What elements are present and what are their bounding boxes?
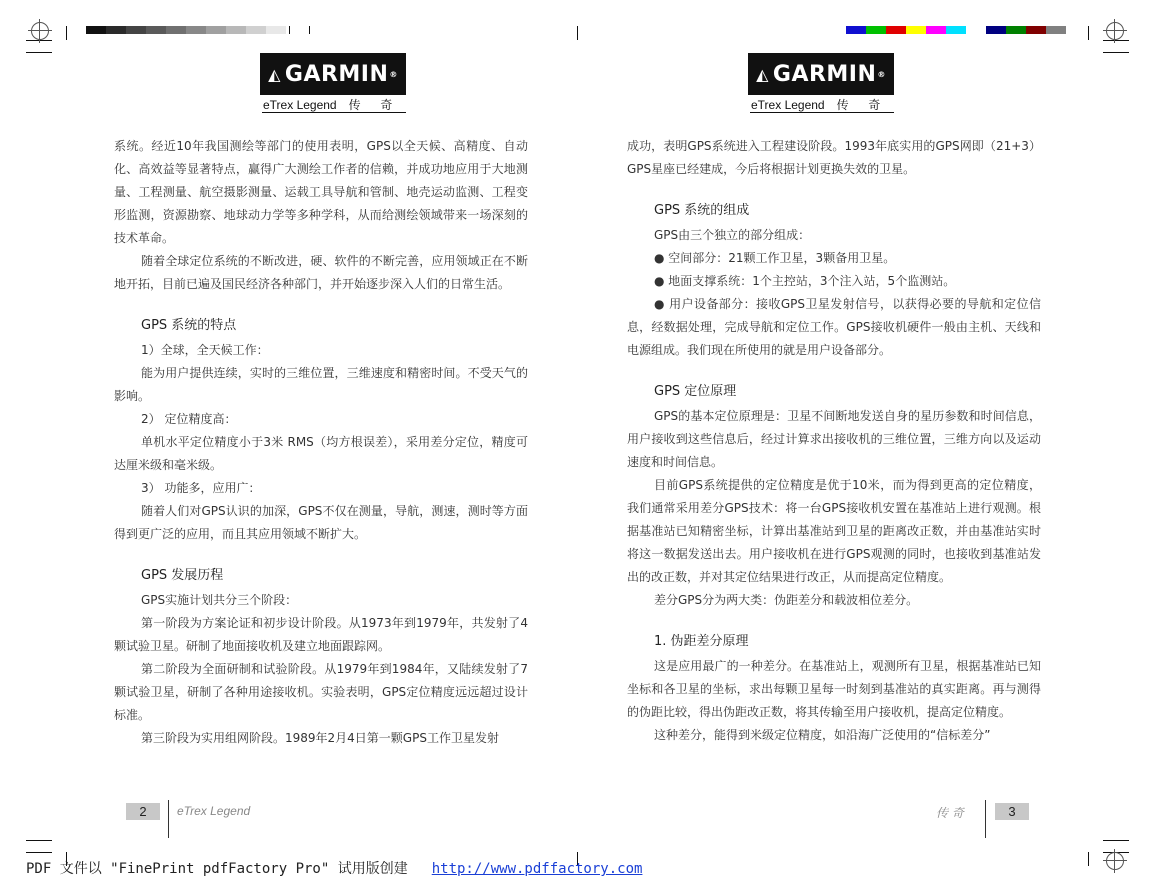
body-paragraph: 随着全球定位系统的不断改进，硬、软件的不断完善，应用领域正在不断地开拓，目前已遍及国民经济各种部门，并开始逐步深入人们的日常生活。 (114, 254, 528, 291)
body-paragraph: 单机水平定位精度小于3米 RMS（均方根误差），采用差分定位，精度可达厘米级和毫米级。 (114, 435, 528, 472)
section-heading: GPS 系统的组成 (654, 203, 750, 218)
calibration-swatch (166, 26, 186, 34)
calibration-swatch (86, 26, 106, 34)
section-heading: GPS 定位原理 (654, 384, 737, 399)
body-paragraph: 第二阶段为全面研制和试验阶段。从1979年到1984年，又陆续发射了7颗试验卫星，研制了各种用途接收机。实验表明，GPS定位精度远远超过设计标准。 (114, 662, 528, 722)
model-name-cn: 传 奇 (348, 98, 401, 112)
calibration-swatch (146, 26, 166, 34)
body-paragraph: GPS实施计划共分三个阶段： (141, 593, 298, 607)
registration-mark-icon (31, 22, 49, 40)
garmin-triangle-icon: ◭ (756, 64, 769, 84)
garmin-logo (748, 53, 894, 95)
calibration-swatch (106, 26, 126, 34)
model-name: eTrex Legend (263, 98, 337, 112)
left-page-body (114, 135, 528, 750)
model-name-cn: 传 奇 (836, 98, 889, 112)
body-paragraph: 系统。经近10年我国测绘等部门的使用表明，GPS以全天候、高精度、自动化、高效益等显著特点，赢得广大测绘工作者的信赖，并成功地应用于大地测量、工程测量、航空摄影测量、运载工具导航和管制、地壳运动监测、工程变形监测，资源勘察、地球动力学等多种学科，从而给测绘领域带来一场深刻的技术革命。 (114, 139, 528, 245)
calibration-swatch (866, 26, 886, 34)
calibration-swatch (1006, 26, 1026, 34)
subtitle-underline (262, 112, 406, 113)
crop-mark (66, 26, 67, 40)
body-paragraph: 1）全球，全天候工作： (141, 343, 269, 357)
crop-mark (1103, 52, 1129, 53)
calibration-swatch (126, 26, 146, 34)
footer-label: 传 奇 (936, 806, 964, 820)
body-paragraph: 3） 功能多，应用广： (141, 481, 261, 495)
reg-symbol: ® (877, 69, 886, 79)
calibration-swatch (886, 26, 906, 34)
model-subtitle (263, 96, 400, 113)
body-paragraph: 成功，表明GPS系统进入工程建设阶段。1993年底实用的GPS网即（21+3）GPS星座已经建成，今后将根据计划更换失效的卫星。 (627, 139, 1041, 176)
body-paragraph: 能为用户提供连续，实时的三维位置，三维速度和精密时间。不受天气的影响。 (114, 366, 528, 403)
reg-symbol: ® (389, 69, 398, 79)
registration-mark-icon (1106, 22, 1124, 40)
registration-mark-icon (1106, 852, 1124, 870)
body-paragraph: 差分GPS分为两大类：伪距差分和载波相位差分。 (654, 593, 919, 607)
section-heading: GPS 系统的特点 (141, 318, 237, 333)
tick-mark (289, 26, 290, 34)
right-page-body (627, 135, 1041, 747)
grayscale-calibration-strip (86, 26, 286, 34)
bullet-item: ● 空间部分：21颗工作卫星，3颗备用卫星。 (654, 251, 896, 265)
body-paragraph: GPS的基本定位原理是：卫星不间断地发送自身的星历参数和时间信息，用户接收到这些信息后，经过计算求出接收机的三维位置，三维方向以及运动速度和时间信息。 (627, 409, 1041, 469)
body-paragraph: 第一阶段为方案论证和初步设计阶段。从1973年到1979年，共发射了4颗试验卫星。研制了地面接收机及建立地面跟踪网。 (114, 616, 528, 653)
garmin-triangle-icon: ◭ (268, 64, 281, 84)
brand-text: GARMIN (284, 61, 389, 87)
calibration-swatch (246, 26, 266, 34)
calibration-swatch (906, 26, 926, 34)
calibration-swatch (1026, 26, 1046, 34)
body-paragraph: 这是应用最广的一种差分。在基准站上，观测所有卫星，根据基准站已知坐标和各卫星的坐标，求出每颗卫星每一时刻到基准站的真实距离。再与测得的伪距比较，得出伪距改正数，将其传输至用户接收机，提高定位精度。 (627, 659, 1041, 719)
calibration-swatch (846, 26, 866, 34)
footer-divider (985, 800, 986, 838)
model-name: eTrex Legend (751, 98, 825, 112)
watermark-link[interactable]: http://www.pdffactory.com (431, 861, 643, 877)
page-number: 3 (995, 803, 1029, 820)
page-number: 2 (126, 803, 160, 820)
color-calibration-strip (846, 26, 1066, 34)
brand-text: GARMIN (772, 61, 877, 87)
garmin-logo (260, 53, 406, 95)
section-heading: GPS 发展历程 (141, 568, 224, 583)
crop-mark (1103, 40, 1129, 41)
section-heading: 1. 伪距差分原理 (654, 634, 749, 649)
body-paragraph: 2） 定位精度高： (141, 412, 237, 426)
bullet-item: ● 用户设备部分：接收GPS卫星发射信号，以获得必要的导航和定位信息，经数据处理，完成导航和定位工作。GPS接收机硬件一般由主机、天线和电源组成。我们现在所使用的就是用户设备部分。 (627, 297, 1041, 357)
calibration-swatch (1046, 26, 1066, 34)
crop-mark (1103, 840, 1129, 841)
tick-mark (309, 26, 310, 34)
subtitle-underline (750, 112, 894, 113)
body-paragraph: 目前GPS系统提供的定位精度是优于10米，而为得到更高的定位精度，我们通常采用差分GPS技术：将一台GPS接收机安置在基准站上进行观测。根据基准站已知精密坐标，计算出基准站到卫星的距离改正数，并由基准站实时将这一数据发送出去。用户接收机在进行GPS观测的同时，也接收到基准站发出的改正数，并对其定位结果进行改正，从而提高定位精度。 (627, 478, 1041, 584)
calibration-swatch (186, 26, 206, 34)
body-paragraph: 这种差分，能得到米级定位精度，如沿海广泛使用的“信标差分” (654, 728, 991, 742)
calibration-swatch (926, 26, 946, 34)
calibration-swatch (946, 26, 966, 34)
calibration-swatch (226, 26, 246, 34)
body-paragraph: GPS由三个独立的部分组成： (654, 228, 811, 242)
center-fold-mark (577, 26, 578, 40)
crop-mark (1088, 852, 1089, 866)
calibration-swatch (266, 26, 286, 34)
watermark-text: PDF 文件以 "FinePrint pdfFactory Pro" 试用版创建 (26, 861, 408, 877)
footer-label: eTrex Legend (177, 804, 251, 818)
pdf-watermark (26, 858, 642, 878)
bullet-item: ● 地面支撑系统：1个主控站，3个注入站，5个监测站。 (654, 274, 956, 288)
crop-mark (26, 840, 52, 841)
crop-mark (1088, 26, 1089, 40)
model-subtitle (751, 96, 888, 113)
body-paragraph: 第三阶段为实用组网阶段。1989年2月4日第一颗GPS工作卫星发射 (141, 731, 499, 745)
calibration-swatch (966, 26, 986, 34)
crop-mark (26, 852, 52, 853)
body-paragraph: 随着人们对GPS认识的加深，GPS不仅在测量，导航，测速，测时等方面得到更广泛的应用，而且其应用领域不断扩大。 (114, 504, 528, 541)
footer-divider (168, 800, 169, 838)
calibration-swatch (986, 26, 1006, 34)
crop-mark (26, 52, 52, 53)
calibration-swatch (206, 26, 226, 34)
